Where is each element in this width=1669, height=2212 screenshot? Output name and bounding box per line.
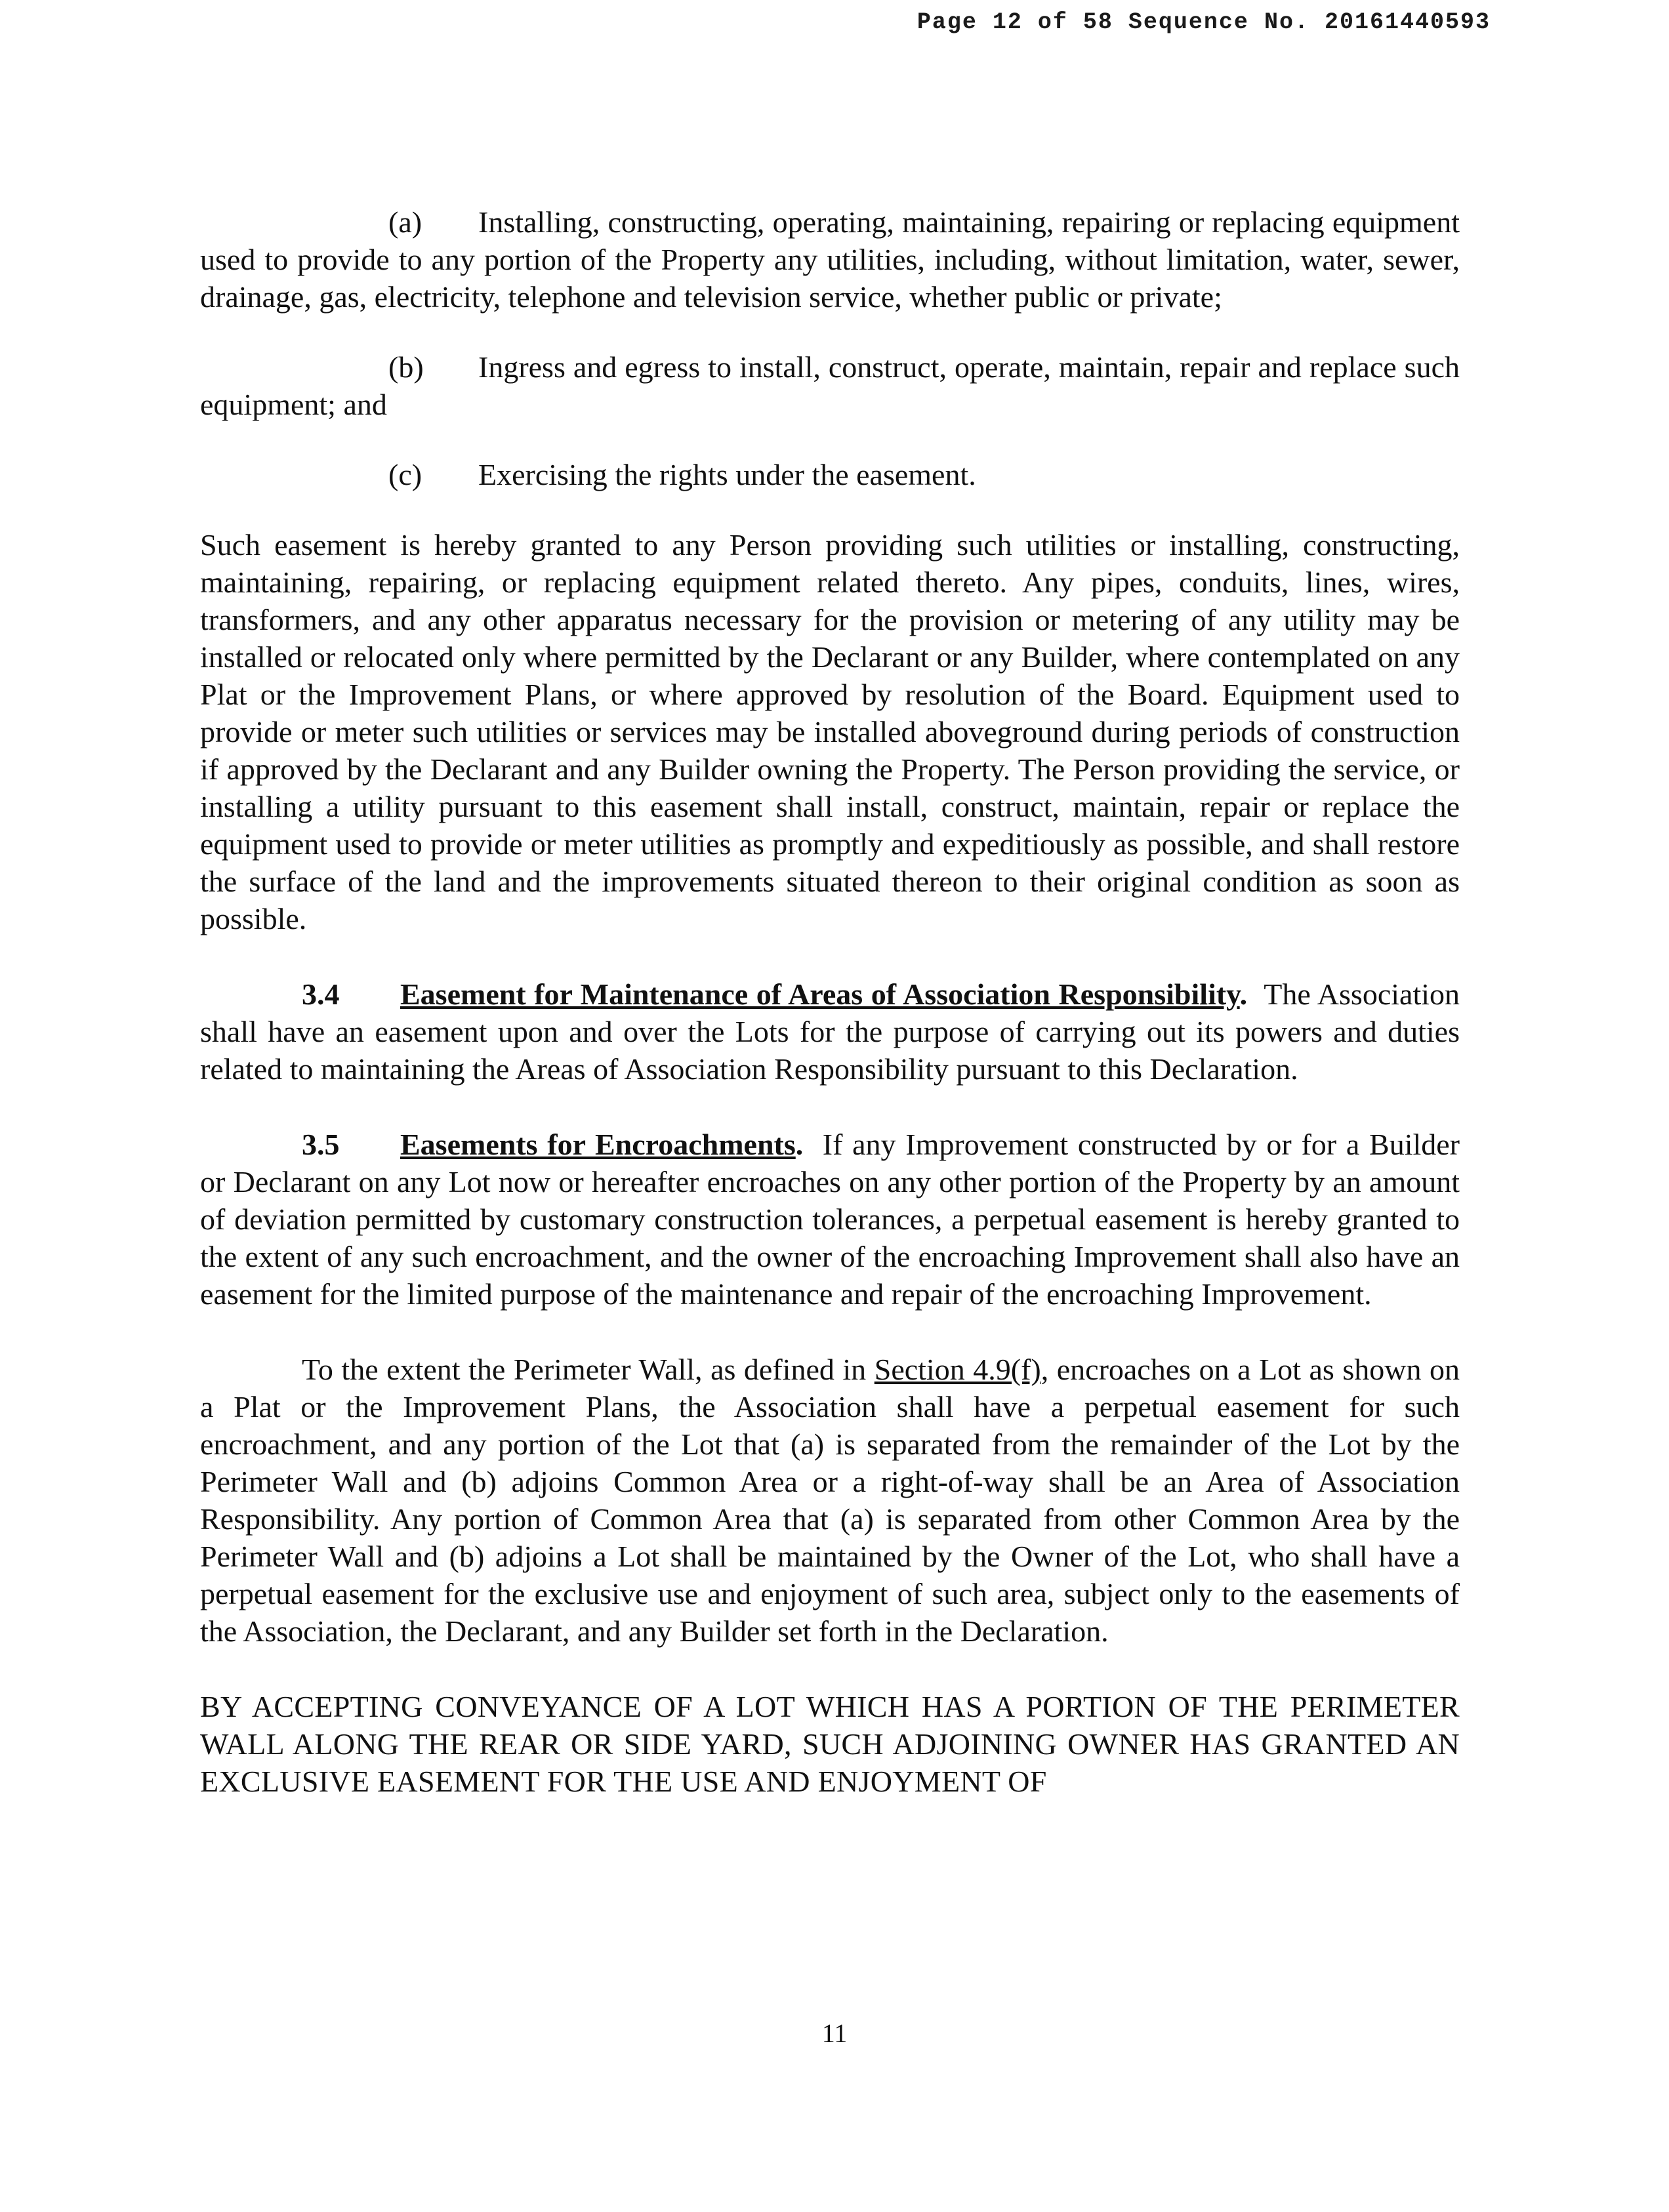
page-number: 11: [821, 2018, 848, 2048]
section-heading: Easements for Encroachments: [400, 1128, 796, 1161]
caps-notice-paragraph: BY ACCEPTING CONVEYANCE OF A LOT WHICH HAS A PORTION OF THE PERIMETER WALL ALONG THE REAR OR SIDE YARD, SUCH ADJOINING OWNER HAS GRANTED AN EXCLUSIVE EASEMENT FOR THE USE AND ENJOYMENT OF: [200, 1690, 1460, 1798]
perimeter-wall-paragraph: [200, 1351, 1460, 1650]
section-text: If any Improvement constructed by or for a Builder or Declarant on any Lot now or hereafter encroaches on any other portion of the Property by an amount of deviation permitted by customary construction tolerances, a perpetual easement is hereby granted to the extent of any such encroachment, and the owner of the encroaching Improvement shall also have an easement for the limited purpose of the maintenance and repair of the encroaching Improvement.: [200, 1128, 1460, 1311]
list-item-label: (c): [388, 458, 422, 491]
list-item-text: Installing, constructing, operating, maintaining, repairing or replacing equipment used to provide to any portion of the Property any utilities, including, without limitation, water, sewer, drainage, gas, electricity, telephone and television service, whether public or private;: [200, 205, 1460, 314]
paragraph-text-before: To the extent the Perimeter Wall, as defined in: [302, 1353, 867, 1386]
section-heading: Easement for Maintenance of Areas of Association Responsibility: [400, 977, 1240, 1011]
page-header-sequence: Page 12 of 58 Sequence No. 20161440593: [917, 9, 1491, 35]
document-body: [200, 203, 1460, 1800]
section-heading-period: .: [1239, 977, 1248, 1011]
list-item-b: [200, 348, 1460, 423]
section-reference-link: Section 4.9(f): [874, 1353, 1041, 1386]
section-3-4: [200, 975, 1460, 1088]
list-item-label: (b): [388, 350, 424, 384]
list-item-c: [200, 456, 1460, 493]
list-item-text: Exercising the rights under the easement.: [478, 458, 976, 491]
section-number: 3.5: [302, 1128, 340, 1161]
section-number: 3.4: [302, 977, 340, 1011]
section-3-5: [200, 1126, 1460, 1313]
section-heading-period: .: [795, 1128, 804, 1161]
list-item-label: (a): [388, 205, 422, 239]
list-item-a: [200, 203, 1460, 316]
paragraph-text-after: , encroaches on a Lot as shown on a Plat or the Improvement Plans, the Association shall have a perpetual easement for such encroachment, and any portion of the Lot that (a) is separated from the remainder of the Lot by the Perimeter Wall and (b) adjoins Common Area or a right-of-way shall be an Area of Association Responsibility. Any portion of Common Area that (a) is separated from other Common Area by the Perimeter Wall and (b) adjoins a Lot shall be maintained by the Owner of the Lot, who shall have a perpetual easement for the exclusive use and enjoyment of such area, subject only to the easements of the Association, the Declarant, and any Builder set forth in the Declaration.: [200, 1353, 1460, 1648]
section-text: The Association shall have an easement upon and over the Lots for the purpose of carrying out its powers and duties related to maintaining the Areas of Association Responsibility pursuant to this Declaration.: [200, 977, 1460, 1086]
easement-paragraph: Such easement is hereby granted to any Person providing such utilities or installing, constructing, maintaining, repairing, or replacing equipment related thereto. Any pipes, conduits, lines, wires, transformers, and any other apparatus necessary for the provision or metering of any utility may be installed or relocated only where permitted by the Declarant or any Builder, where contemplated on any Plat or the Improvement Plans, or where approved by resolution of the Board. Equipment used to provide or meter such utilities or services may be installed aboveground during periods of construction if approved by the Declarant and any Builder owning the Property. The Person providing the service, or installing a utility pursuant to this easement shall install, construct, maintain, repair or replace the equipment used to provide or meter utilities as promptly and expeditiously as possible, and shall restore the surface of the land and the improvements situated thereon to their original condition as soon as possible.: [200, 528, 1460, 935]
list-item-text: Ingress and egress to install, construct, operate, maintain, repair and replace such equipment; and: [200, 350, 1460, 421]
